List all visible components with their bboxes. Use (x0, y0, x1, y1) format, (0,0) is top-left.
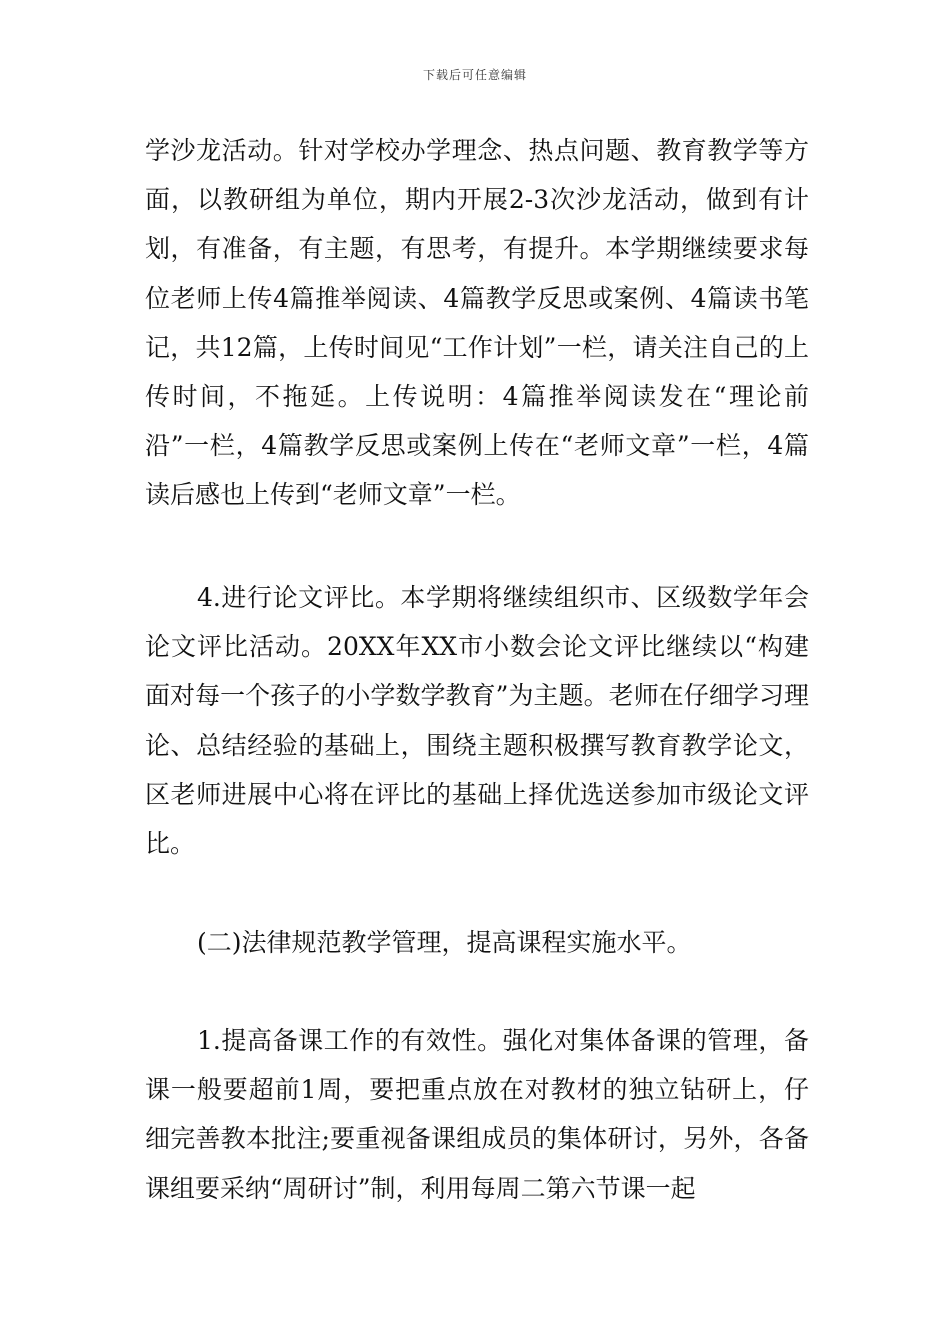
header-note: 下载后可任意编辑 (422, 68, 527, 82)
paragraph-salon-activities: 学沙龙活动。针对学校办学理念、热点问题、教育教学等方面，以教研组为单位，期内开展2-3次沙龙活动，做到有计划，有准备，有主题，有思考，有提升。本学期继续要求每位老师上传4篇推举阅读、4篇教学反思或案例、4篇读书笔记，共12篇，上传时间见“工作计划”一栏，请关注自己的上传时间，不拖延。上传说明：4篇推举阅读发在“理论前沿”一栏，4篇教学反思或案例上传在“老师文章”一栏，4篇读后感也上传到“老师文章”一栏。 (145, 136, 809, 510)
paragraph-paper-competition: 4.进行论文评比。本学期将继续组织市、区级数学年会论文评比活动。20XX年XX市小数会论文评比继续以“构建面对每一个孩子的小学数学教育”为主题。老师在仔细学习理论、总结经验的基础上，围绕主题积极撰写教育教学论文，区老师进展中心将在评比的基础上择优选送参加市级论文评比。 (145, 583, 809, 859)
paragraph-lesson-preparation: 1.提高备课工作的有效性。强化对集体备课的管理，备课一般要超前1周，要把重点放在对教材的独立钻研上，仔细完善教本批注;要重视备课组成员的集体研讨，另外，各备课组要采纳“周研讨”制，利用每周二第六节课一起 (145, 1026, 809, 1203)
section-heading-teaching-management: (二)法律规范教学管理，提高课程实施水平。 (197, 928, 692, 957)
